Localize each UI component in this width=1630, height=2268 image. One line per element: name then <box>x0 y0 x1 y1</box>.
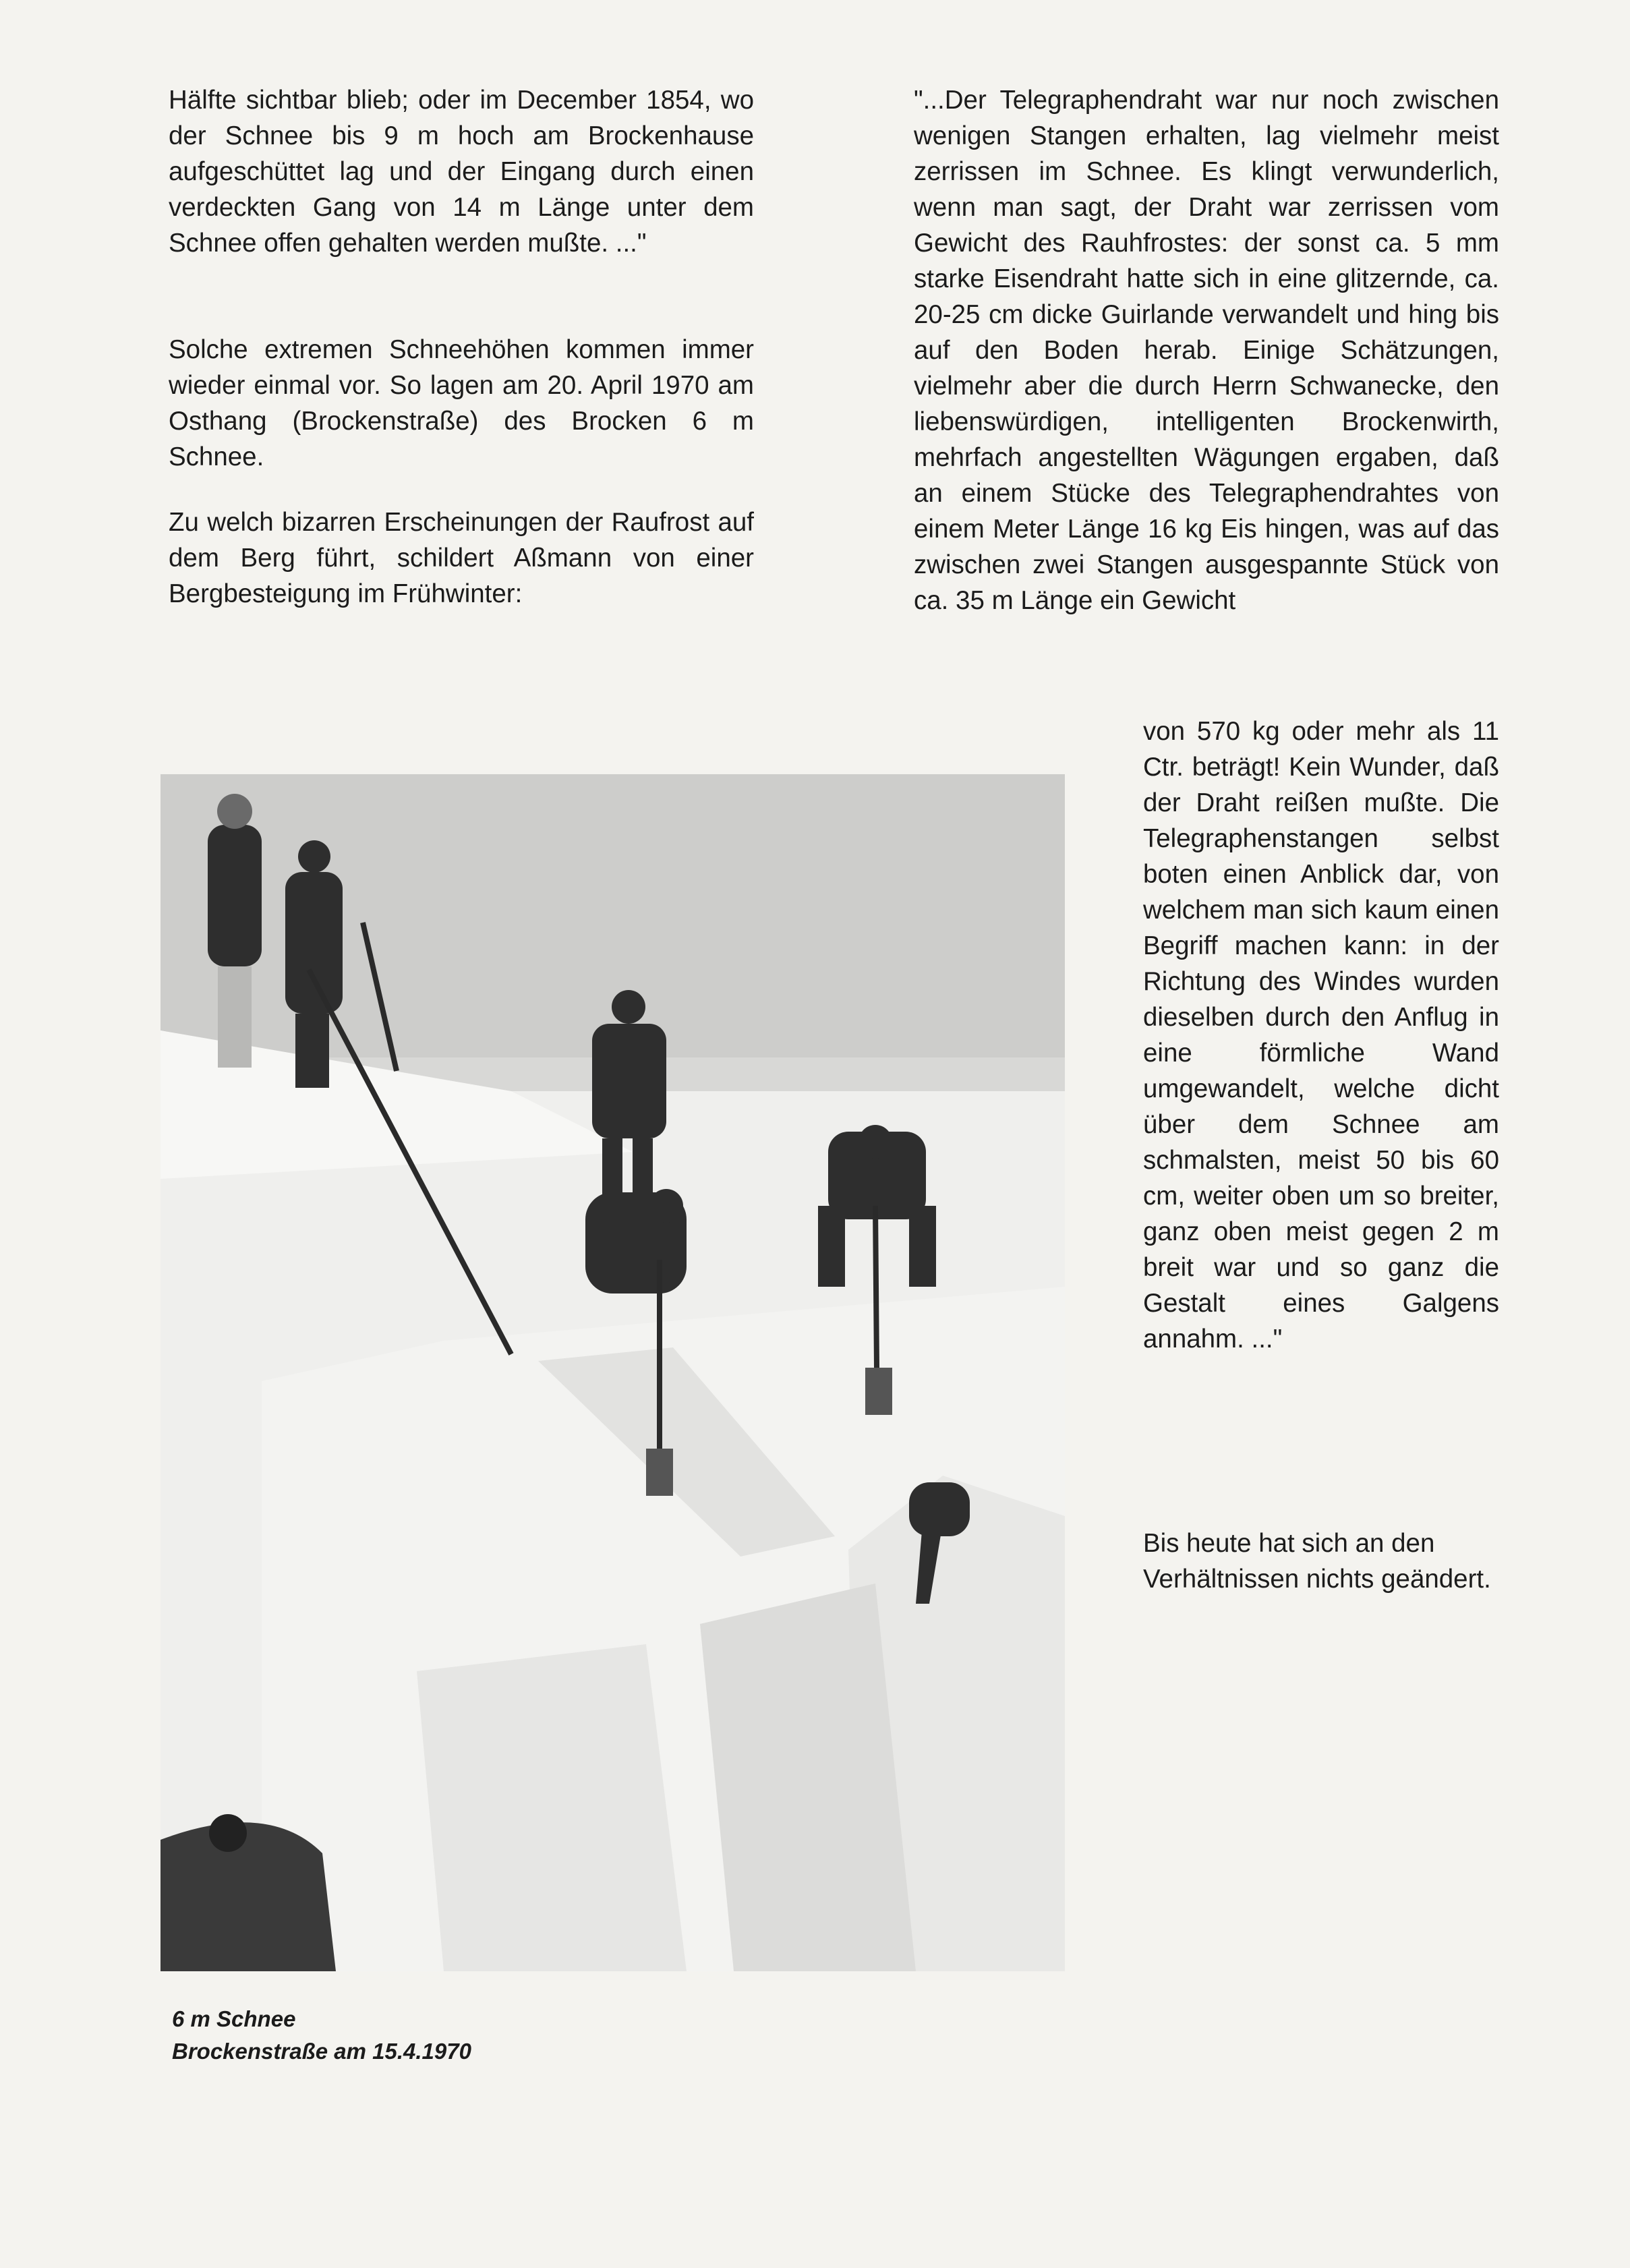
quote-paragraph-full-width: "...Der Telegraphendraht war nur noch zwischen wenigen Stangen erhalten, lag vielmehr meist zerrissen im Schnee. Es klingt verwunderlich, wenn man sagt, der Draht war zerrissen vom Gewicht des Rauhfrostes: der sonst ca. 5 mm starke Eisendraht hatte sich in eine glitzernde, ca. 20-25 cm dicke Guirlande verwandelt und hing bis auf den Boden herab. Einige Schätzungen, vielmehr aber die durch Herrn Schwanecke, den liebenswürdigen, intelligenten Brockenwirth, mehrfach angestellten Wägungen ergaben, daß an einem Stücke des Telegraphendrahtes von einem Meter Länge 16 kg Eis hingen, was auf das zwischen zwei Stangen ausgespannte Stück von ca. 35 m Länge ein Gewicht <box>914 86 1499 615</box>
left-paragraph-3: Zu welch bizarren Erscheinungen der Raufrost auf dem Berg führt, schildert Aßmann von einer Bergbesteigung im Frühwinter: <box>169 508 754 608</box>
photo-caption <box>172 2003 471 2068</box>
quote-paragraph-wrapped: von 570 kg oder mehr als 11 Ctr. beträgt! Kein Wunder, daß der Draht reißen mußte. Die Telegraphenstangen selbst boten einen Anblick dar, von welchem man sich kaum einen Begriff machen kann: in der Richtung des Windes wurden dieselben durch den Anflug in eine förmliche Wand umgewandelt, welche dicht über dem Schnee am schmalsten, meist 50 bis 60 cm, weiter oben um so breiter, ganz oben meist gegen 2 m breit war und so ganz die Gestalt eines Galgens annahm. ..." <box>1143 717 1499 1354</box>
snow-photo <box>161 774 1065 1971</box>
caption-line-1: 6 m Schnee <box>172 2006 296 2031</box>
closing-paragraph: Bis heute hat sich an den Verhältnissen nichts geändert. <box>1143 1529 1491 1594</box>
left-paragraph-2: Solche extremen Schneehöhen kommen immer wieder einmal vor. So lagen am 20. April 1970 am Osthang (Brockenstraße) des Brocken 6 m Schnee. <box>169 335 754 471</box>
caption-line-2: Brockenstraße am 15.4.1970 <box>172 2039 471 2064</box>
left-paragraph-1: Hälfte sichtbar blieb; oder im December 1854, wo der Schnee bis 9 m hoch am Brockenhause aufgeschüttet lag und der Eingang durch einen verdeckten Gang von 14 m Länge unter dem Schnee offen gehalten werden mußte. ..." <box>169 86 754 258</box>
